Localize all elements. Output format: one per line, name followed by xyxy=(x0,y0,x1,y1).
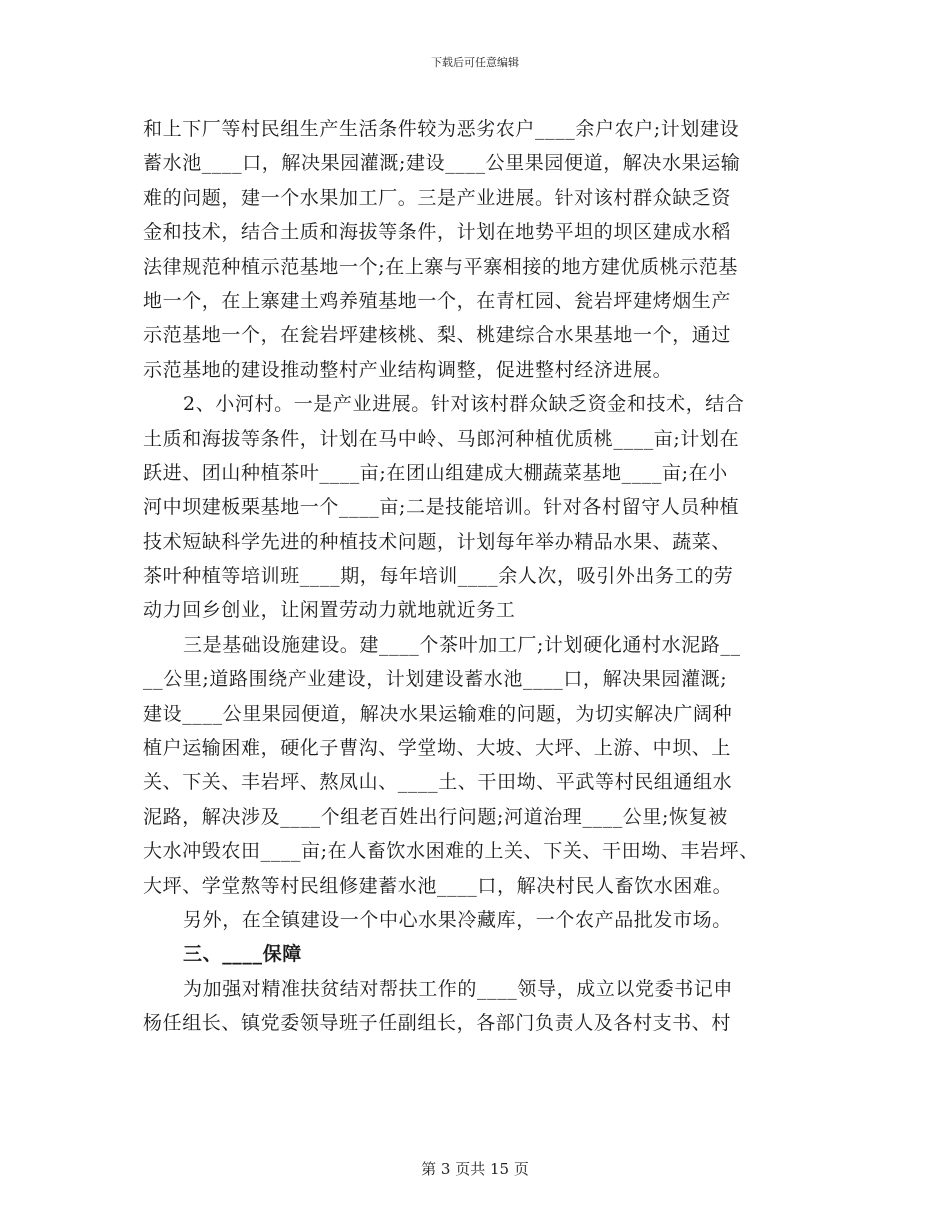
text-line: __公里;道路围绕产业建设，计划建设蓄水池____口，解决果园灌溉; xyxy=(143,668,728,691)
text-line: 三是基础设施建设。建____个茶叶加工厂;计划硬化通村水泥路__ xyxy=(183,633,741,656)
text-line: 杨任组长、镇党委领导班子任副组长，各部门负责人及各村支书、村 xyxy=(143,1012,732,1035)
text-line: 示范基地一个，在瓮岩坪建核桃、梨、桃建综合水果基地一个，通过 xyxy=(143,324,732,347)
page-header: 下载后可任意编辑 xyxy=(431,56,519,69)
text-line: 河中坝建板栗基地一个____亩;二是技能培训。针对各村留守人员种植 xyxy=(143,496,740,519)
text-line: 地一个，在上寨建土鸡养殖基地一个，在青杠园、瓮岩坪建烤烟生产 xyxy=(143,289,732,312)
text-line: 法律规范种植示范基地一个;在上寨与平寨相接的地方建优质桃示范基 xyxy=(143,255,739,278)
text-line: 和上下厂等村民组生产生活条件较为恶劣农户____余户农户;计划建设 xyxy=(143,118,740,140)
text-line: 2、小河村。一是产业进展。针对该村群众缺乏资金和技术，结合 xyxy=(183,393,745,416)
text-line: 跃进、团山种植茶叶____亩;在团山组建成大棚蔬菜基地____亩;在小 xyxy=(143,461,728,484)
text-line: 茶叶种植等培训班____期，每年培训____余人次，吸引外出务工的劳 xyxy=(143,565,734,588)
text-line: 建设____公里果园便道，解决水果运输难的问题，为切实解决广阔种 xyxy=(143,702,733,725)
text-line: 泥路，解决涉及____个组老百姓出行问题;河道治理____公里;恢复被 xyxy=(143,805,728,828)
text-line: 动力回乡创业，让闲置劳动力就地就近务工 xyxy=(143,599,516,622)
text-line: 蓄水池____口，解决果园灌溉;建设____公里果园便道，解决水果运输 xyxy=(143,152,741,175)
text-line: 大水冲毁农田____亩;在人畜饮水困难的上关、下关、干田坳、丰岩坪、 xyxy=(143,840,759,863)
page-number: 第 3 页共 15 页 xyxy=(421,1160,529,1178)
text-line: 金和技术，结合土质和海拔等条件，计划在地势平坦的坝区建成水稻 xyxy=(143,221,732,244)
body-text xyxy=(143,112,823,1041)
section-heading: 三、____保障 xyxy=(183,943,302,966)
text-line: 另外，在全镇建设一个中心水果冷藏库，一个农产品批发市场。 xyxy=(183,908,732,931)
text-line: 大坪、学堂熬等村民组修建蓄水池____口，解决村民人畜饮水困难。 xyxy=(143,874,733,897)
text-line: 难的问题，建一个水果加工厂。三是产业进展。针对该村群众缺乏资 xyxy=(143,186,732,209)
text-line: 为加强对精准扶贫结对帮扶工作的____领导，成立以党委书记申 xyxy=(183,977,734,1000)
text-line: 土质和海拔等条件，计划在马中岭、马郎河种植优质桃____亩;计划在 xyxy=(143,427,740,450)
text-line: 关、下关、丰岩坪、熬凤山、____土、干田坳、平武等村民组通组水 xyxy=(143,771,733,794)
text-line: 植户运输困难，硬化子曹沟、学堂坳、大坡、大坪、上游、中坝、上 xyxy=(143,737,732,760)
text-line: 技术短缺科学先进的种植技术问题，计划每年举办精品水果、蔬菜、 xyxy=(143,530,732,553)
text-line: 示范基地的建设推动整村产业结构调整，促进整村经济进展。 xyxy=(143,358,673,381)
